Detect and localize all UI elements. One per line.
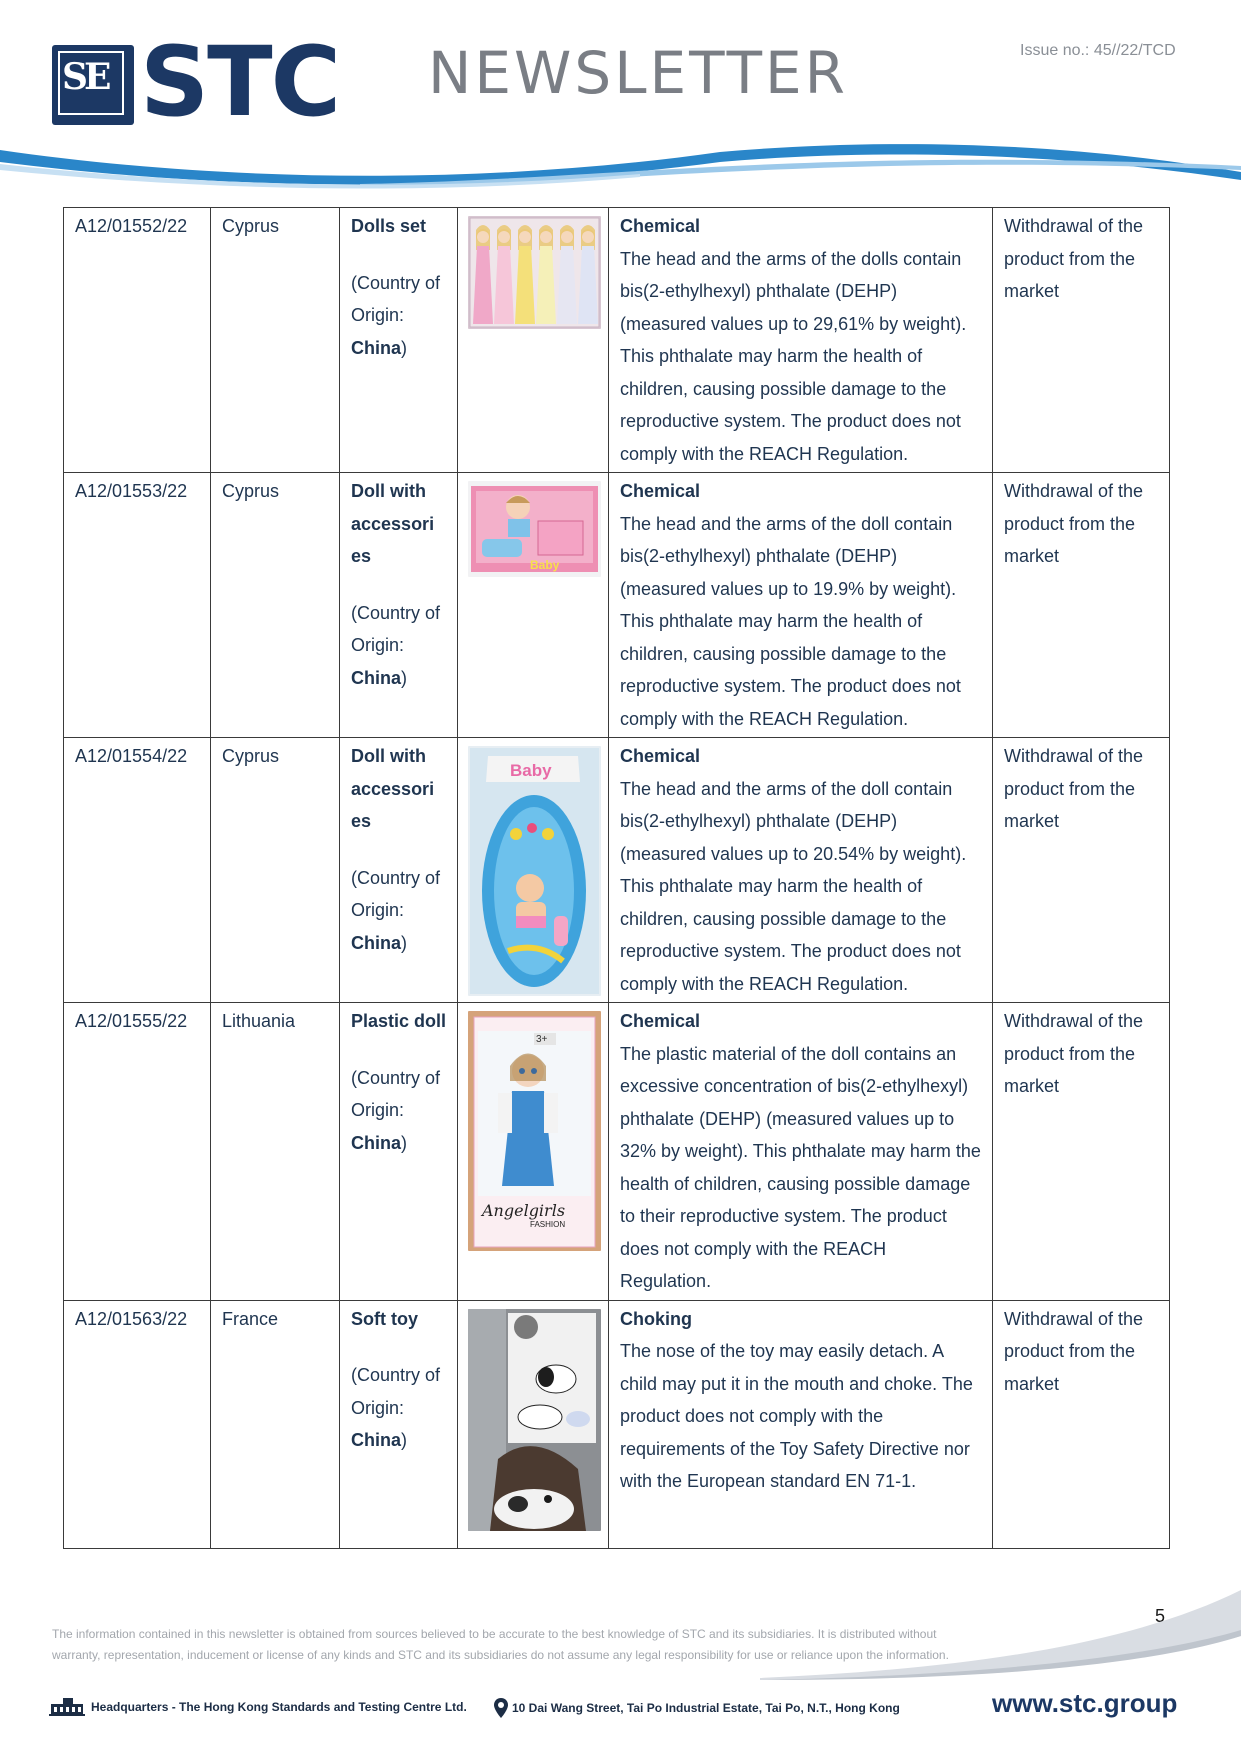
origin-label: (Country of Origin:	[351, 602, 441, 655]
risk-type: Choking	[620, 1308, 692, 1329]
alert-number: A12/01563/22	[64, 1300, 211, 1548]
risk-type: Chemical	[620, 481, 701, 501]
product-photo-cell	[458, 1300, 609, 1548]
stc-logo-text: STC	[140, 26, 340, 138]
plastic-doll-box-photo	[468, 1011, 601, 1251]
risk-description: The head and the arms of the dolls contain bis(2-ethylhexyl) phthalate (DEHP) (measured values up to 29,61% by weight). This phthalate may harm the health of children, causing possible damage to the reproductive system. The product does not comply with the REACH Regulation.	[620, 248, 967, 464]
table-row	[64, 1003, 1170, 1301]
notifying-country: Lithuania	[211, 1003, 340, 1301]
svg-text:Baby: Baby	[530, 558, 560, 572]
risk-description: The head and the arms of the doll contain bis(2-ethylhexyl) phthalate (DEHP) (measured values up to 19.9% by weight). This phthalate may harm the health of children, causing possible damage to the reproductive system. The product does not comply with the REACH Regulation.	[620, 513, 961, 729]
product-name: Dolls set	[351, 216, 427, 236]
notifying-country: France	[211, 1300, 340, 1548]
product-name: Doll with accessori es	[351, 481, 435, 566]
recall-table	[63, 207, 1170, 1549]
product-cell: Doll with accessori es (Country of Origin: China)	[340, 473, 458, 738]
table-row	[64, 1300, 1170, 1548]
origin-country: China	[351, 1430, 402, 1450]
alert-number: A12/01554/22	[64, 738, 211, 1003]
origin-label: (Country of Origin:	[351, 1067, 441, 1120]
location-pin-icon	[494, 1698, 508, 1718]
doll-bathtub-photo	[468, 746, 601, 996]
product-cell: Soft toy (Country of Origin: China)	[340, 1300, 458, 1548]
table-row	[64, 473, 1170, 738]
svg-text:FASHION: FASHION	[530, 1220, 566, 1229]
product-cell: Plastic doll (Country of Origin: China)	[340, 1003, 458, 1301]
origin-country: China	[351, 667, 402, 688]
footer-disclaimer: The information contained in this newsletter is obtained from sources believed to be accurate to the best knowledge of STC and its subsidiaries. It is distributed without warranty, representation, inducement or license of any kinds and STC and its subsidiaries do not assume any legal responsibility for use or reliance upon the information.	[52, 1627, 949, 1662]
measures-taken: Withdrawal of the product from the market	[993, 473, 1170, 738]
dolls-set-photo	[468, 216, 601, 329]
risk-cell	[609, 208, 993, 473]
product-cell: Dolls set (Country of Origin: China)	[340, 208, 458, 473]
svg-text:3+: 3+	[536, 1034, 548, 1045]
risk-type: Chemical	[620, 746, 701, 766]
origin-country: China	[351, 337, 402, 358]
product-name: Soft toy	[351, 1308, 418, 1329]
headquarters: Headquarters - The Hong Kong Standards and Testing Centre Ltd.	[49, 1698, 467, 1716]
building-icon	[49, 1698, 85, 1716]
product-photo-cell	[458, 738, 609, 1003]
risk-cell	[609, 738, 993, 1003]
doll-accessories-pink-box-photo	[468, 481, 601, 577]
issue-number: Issue no.: 45//22/TCD	[1020, 42, 1176, 59]
product-cell: Doll with accessori es (Country of Origin: China)	[340, 738, 458, 1003]
notifying-country: Cyprus	[211, 208, 340, 473]
table-row	[64, 738, 1170, 1003]
product-name: Plastic doll	[351, 1011, 447, 1031]
svg-text:Baby: Baby	[510, 761, 552, 780]
website-link[interactable]: www.stc.group	[992, 1688, 1178, 1718]
stc-logo-mark: SE	[52, 45, 134, 125]
origin-label: (Country of Origin:	[351, 272, 441, 325]
alert-number: A12/01555/22	[64, 1003, 211, 1301]
origin-country: China	[351, 1132, 402, 1153]
header-swoosh	[0, 140, 1241, 200]
newsletter-title: NEWSLETTER	[428, 39, 848, 107]
measures-taken: Withdrawal of the product from the market	[993, 1300, 1170, 1548]
product-photo-cell	[458, 1003, 609, 1301]
address: 10 Dai Wang Street, Tai Po Industrial Estate, Tai Po, N.T., Hong Kong	[494, 1698, 900, 1718]
measures-taken: Withdrawal of the product from the market	[993, 208, 1170, 473]
product-photo-cell	[458, 208, 609, 473]
alert-number: A12/01553/22	[64, 473, 211, 738]
risk-type: Chemical	[620, 216, 701, 236]
origin-label: (Country of Origin:	[351, 867, 441, 920]
product-name: Doll with accessori es	[351, 746, 435, 831]
table-row	[64, 208, 1170, 473]
alert-number: A12/01552/22	[64, 208, 211, 473]
soft-toy-photo	[468, 1309, 601, 1531]
product-photo-cell	[458, 473, 609, 738]
page-number: 5	[1155, 1606, 1166, 1626]
notifying-country: Cyprus	[211, 473, 340, 738]
origin-country: China	[351, 932, 402, 953]
risk-description: The head and the arms of the doll contain bis(2-ethylhexyl) phthalate (DEHP) (measured values up to 20.54% by weight). This phthalate may harm the health of children, causing possible damage to the reproductive system. The product does not comply with the REACH Regulation.	[620, 778, 967, 994]
origin-label: (Country of Origin:	[351, 1365, 441, 1418]
notifying-country: Cyprus	[211, 738, 340, 1003]
svg-text:Angelgirls: Angelgirls	[482, 1201, 566, 1220]
risk-cell	[609, 1003, 993, 1301]
risk-description: The plastic material of the doll contains an excessive concentration of bis(2-ethylhexyl) phthalate (DEHP) (measured values up to 32% by weight). This phthalate may harm the health of children, causing possible damage to their reproductive system. The product does not comply with the REACH Regulation.	[620, 1043, 981, 1291]
measures-taken: Withdrawal of the product from the market	[993, 1003, 1170, 1301]
measures-taken: Withdrawal of the product from the market	[993, 738, 1170, 1003]
risk-description: The nose of the toy may easily detach. A child may put it in the mouth and choke. The product does not comply with the requirements of the Toy Safety Directive nor with the European standard EN 71-1.	[620, 1341, 973, 1491]
risk-type: Chemical	[620, 1011, 701, 1031]
risk-cell	[609, 473, 993, 738]
risk-cell	[609, 1300, 993, 1548]
